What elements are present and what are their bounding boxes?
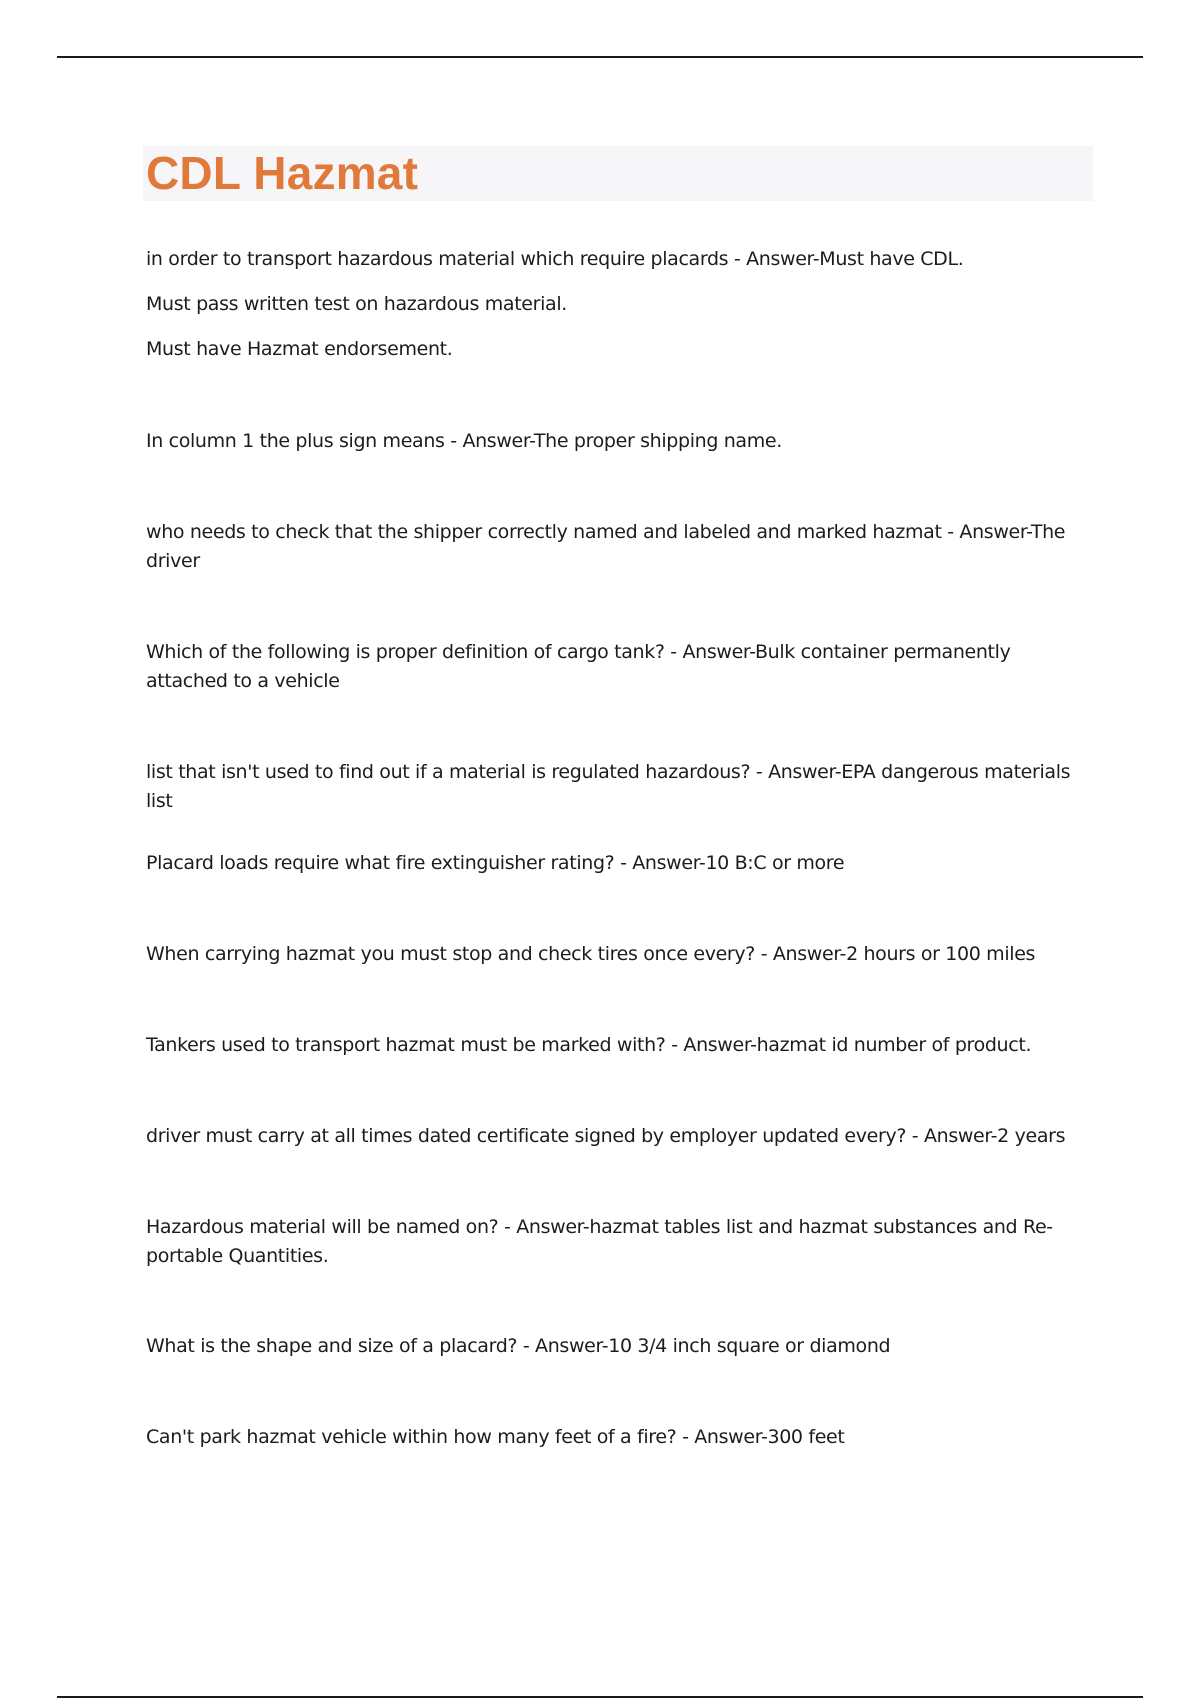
top-rule bbox=[57, 56, 1143, 58]
qa-text: in order to transport hazardous material which require placards - Answer-Must have CDL. bbox=[146, 248, 964, 270]
qa-text: list that isn't used to find out if a material is regulated hazardous? - Answer-EPA dangerous materials list bbox=[146, 761, 1071, 812]
qa-text: Must have Hazmat endorsement. bbox=[146, 338, 453, 360]
bottom-rule bbox=[57, 1696, 1143, 1698]
qa-item bbox=[146, 1423, 1096, 1452]
qa-text: Can't park hazmat vehicle within how many feet of a fire? - Answer-300 feet bbox=[146, 1426, 845, 1448]
qa-item bbox=[146, 1332, 1096, 1361]
qa-text: What is the shape and size of a placard? - Answer-10 3/4 inch square or diamond bbox=[146, 1335, 891, 1357]
qa-item bbox=[146, 427, 1096, 456]
qa-item bbox=[146, 1031, 1096, 1060]
qa-item bbox=[146, 758, 1096, 816]
qa-item bbox=[146, 1122, 1096, 1151]
qa-item bbox=[146, 1213, 1096, 1271]
qa-text: When carrying hazmat you must stop and check tires once every? - Answer-2 hours or 100 miles bbox=[146, 943, 1036, 965]
qa-text: Hazardous material will be named on? - Answer-hazmat tables list and hazmat substances and Re-portable Quantities. bbox=[146, 1216, 1053, 1267]
qa-text: Tankers used to transport hazmat must be marked with? - Answer-hazmat id number of product. bbox=[146, 1034, 1032, 1056]
qa-item bbox=[146, 245, 1096, 364]
qa-item bbox=[146, 518, 1096, 576]
document-title: CDL Hazmat bbox=[146, 147, 419, 199]
qa-text: who needs to check that the shipper correctly named and labeled and marked hazmat - Answer-The driver bbox=[146, 521, 1066, 572]
qa-text: Must pass written test on hazardous material. bbox=[146, 293, 567, 315]
qa-text: Placard loads require what fire extinguisher rating? - Answer-10 B:C or more bbox=[146, 852, 845, 874]
qa-text: In column 1 the plus sign means - Answer-The proper shipping name. bbox=[146, 430, 782, 452]
qa-item bbox=[146, 940, 1096, 969]
qa-text: driver must carry at all times dated certificate signed by employer updated every? - Answer-2 years bbox=[146, 1125, 1066, 1147]
qa-item bbox=[146, 638, 1096, 696]
qa-item bbox=[146, 849, 1096, 878]
qa-text: Which of the following is proper definition of cargo tank? - Answer-Bulk container permanently attached to a vehicle bbox=[146, 641, 1011, 692]
